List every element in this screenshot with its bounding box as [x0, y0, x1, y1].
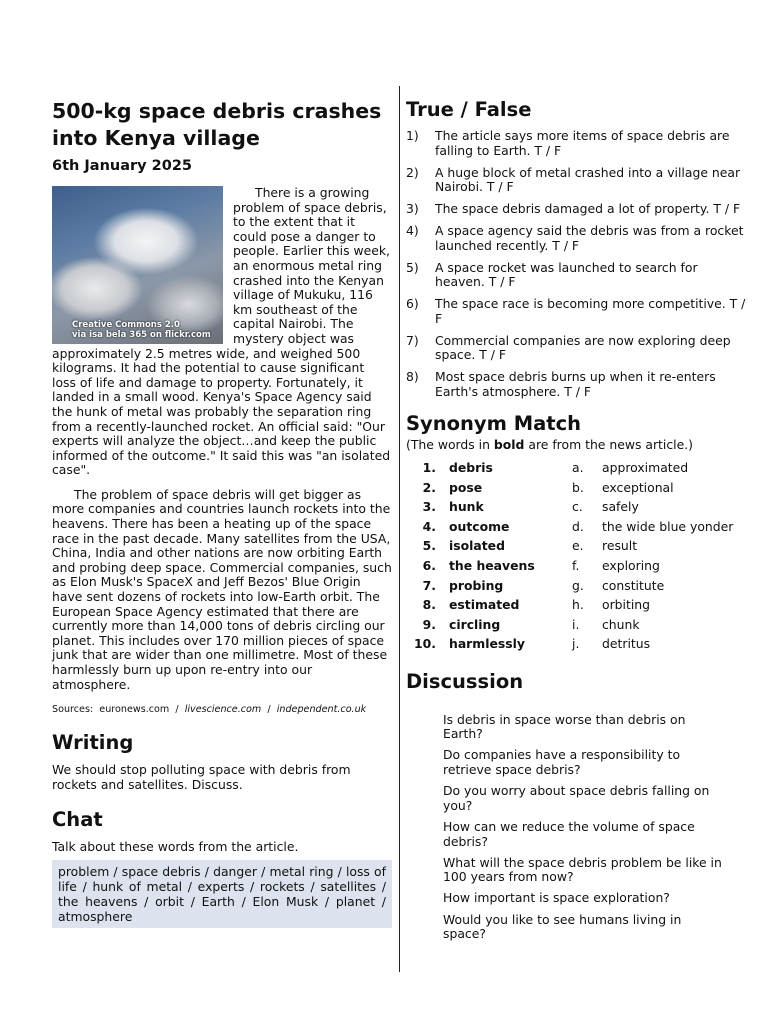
list-item: 2) A huge block of metal crashed into a village near Nairobi. T / F	[406, 164, 741, 195]
list-item: 4) A space agency said the debris was from a rocket launched recently. T / F	[406, 223, 744, 253]
chat-title: Chat	[52, 808, 103, 832]
list-item: What will the space debris problem be like in 100 years from now?	[443, 854, 722, 885]
column-divider	[399, 86, 400, 972]
article-headline: 500-kg space debris crashes into Kenya village	[52, 99, 382, 150]
chat-word-box: problem / space debris / danger / metal ring / loss of life / hunk of metal / experts / rockets / satellites / the heavens / orbit / Earth / Elon Musk / planet / atmosphere	[52, 860, 392, 928]
table-row: 10. harmlessly j. detritus	[414, 636, 651, 652]
article-date: 6th January 2025	[52, 158, 193, 174]
true-false-title: True / False	[406, 98, 532, 121]
photo-credit	[72, 320, 211, 340]
sources-label: Sources:	[52, 704, 94, 716]
right-column	[406, 98, 750, 948]
list-item: 5) A space rocket was launched to search for heaven. T / F	[406, 259, 698, 290]
list-item: How important is space exploration?	[443, 890, 670, 906]
synonym-instructions: (The words in bold are from the news article.)	[406, 436, 694, 452]
table-row: 7. probing g. constitute	[422, 577, 665, 593]
table-row: 5. isolated e. result	[422, 538, 638, 554]
list-item: 8) Most space debris burns up when it re-enters Earth's atmosphere. T / F	[406, 369, 716, 400]
photo-credit-line2: via isa bela 365 on flickr.com	[72, 330, 211, 340]
list-item: 1) The article says more items of space debris are falling to Earth. T / F	[406, 128, 730, 158]
source-link-livescience[interactable]: livescience.com	[184, 704, 262, 716]
list-item: Do you worry about space debris falling on you?	[443, 783, 710, 813]
list-item: Do companies have a responsibility to retrieve space debris?	[443, 747, 681, 777]
table-row: 1. debris a. approximated	[422, 459, 689, 475]
list-item: Would you like to see humans living in space?	[443, 911, 682, 942]
discussion-list	[443, 713, 750, 942]
table-row: 4. outcome d. the wide blue yonder	[422, 518, 734, 534]
table-row: 8. estimated h. orbiting	[422, 597, 651, 613]
writing-title: Writing	[52, 731, 134, 755]
article-body	[52, 186, 392, 692]
table-row: 2. pose b. exceptional	[422, 479, 674, 495]
list-item: 3) The space debris damaged a lot of property. T / F	[406, 201, 741, 217]
table-row: 6. the heavens f. exploring	[422, 557, 660, 573]
article-paragraph-1: There is a growing problem of space debris, to the extent that it could pose a danger to people. Earlier this week, an enormous metal ring crashed into the Kenyan village of Mukuku, 116 km southeast of the capital Nairobi. The mystery object was approximately 2.5 metres wide, and weighed 500 kilograms. It had the potential to cause significant loss of life and damage to property. Fortunately, it landed in a small wood. Kenya's Space Agency said the hunk of metal was probably the separation ring from a recently-launched rocket. An official said: "Our experts will analyze the object…and keep the public informed of the outcome." It said this was "an isolated case".	[52, 185, 391, 478]
list-item: 7) Commercial companies are now exploring deep space. T / F	[406, 332, 731, 363]
synonym-table	[406, 458, 750, 654]
synonym-match-title: Synonym Match	[406, 411, 582, 435]
left-column	[52, 98, 392, 928]
list-item: 6) The space race is becoming more competitive. T / F	[406, 296, 746, 326]
source-separator: /	[267, 704, 271, 716]
chat-intro: Talk about these words from the article.	[52, 839, 299, 855]
source-link-independent[interactable]: independent.co.uk	[276, 704, 367, 716]
list-item: How can we reduce the volume of space debris?	[443, 818, 695, 849]
article-photo-clouds	[52, 186, 223, 344]
source-link-euronews[interactable]: euronews.com	[99, 704, 170, 716]
writing-prompt: We should stop polluting space with debris from rockets and satellites. Discuss.	[52, 762, 351, 793]
photo-credit-line1: Creative Commons 2.0	[72, 320, 180, 330]
sources-line	[52, 704, 392, 715]
article-paragraph-2: The problem of space debris will get bigger as more companies and countries launch rockets into the heavens. There has been a heating up of the space race in the past decade. Many satellites from the USA, China, India and other nations are now orbiting Earth and probing deep space. Commercial companies, such as Elon Musk's SpaceX and Jeff Bezos' Blue Origin have sent dozens of rockets into low-Earth orbit. The European Space Agency estimated that there are currently more than 14,000 tons of debris circling our planet. This includes over 170 million pieces of space junk that are wider than one millimetre. Most of these harmlessly burn up upon re-entry into our atmosphere.	[52, 486, 392, 692]
true-false-list	[406, 129, 750, 400]
source-separator: /	[175, 704, 179, 716]
discussion-title: Discussion	[406, 669, 524, 693]
table-row: 3. hunk c. safely	[422, 499, 639, 515]
table-row: 9. circling i. chunk	[422, 616, 640, 632]
list-item: Is debris in space worse than debris on Earth?	[443, 711, 686, 742]
